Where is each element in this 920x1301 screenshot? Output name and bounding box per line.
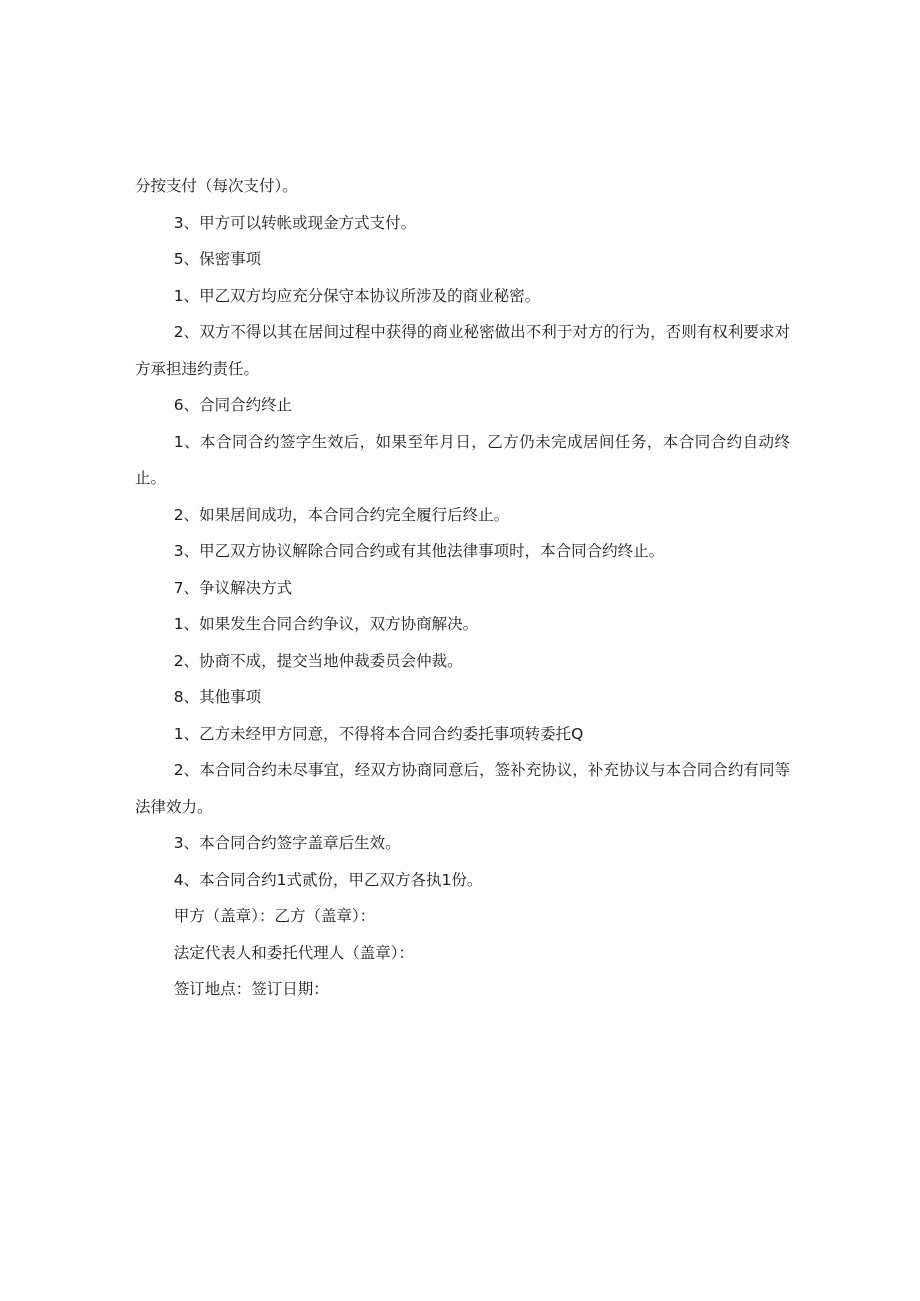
paragraph: 3、本合同合约签字盖章后生效。	[173, 834, 401, 852]
paragraph: 6、合同合约终止	[173, 396, 293, 414]
paragraph: 签订地点：签订日期：	[173, 980, 329, 998]
paragraph: 2、如果居间成功，本合同合约完全履行后终止。	[173, 505, 510, 524]
paragraph: 法定代表人和委托代理人（盖章）：	[173, 943, 415, 962]
paragraph: 4、本合同合约1式贰份，甲乙双方各执1份。	[173, 870, 483, 889]
paragraph: 5、保密事项	[173, 250, 262, 268]
paragraph: 3、甲方可以转帐或现金方式支付。	[173, 213, 417, 232]
paragraph: 7、争议解决方式	[173, 578, 293, 597]
paragraph: 1、乙方未经甲方同意，不得将本合同合约委托事项转委托Q	[173, 724, 584, 743]
paragraph: 2、本合同合约未尽事宜，经双方协商同意后，签补充协议，补充协议与本合同合约有同等法律效力。	[135, 761, 790, 816]
paragraph: 1、甲乙双方均应充分保守本协议所涉及的商业秘密。	[173, 286, 541, 305]
paragraph: 1、如果发生合同合约争议，双方协商解决。	[173, 615, 479, 633]
paragraph: 分按支付（每次支付）。	[135, 177, 298, 195]
paragraph: 3、甲乙双方协议解除合同合约或有其他法律事项时，本合同合约终止。	[173, 542, 665, 560]
paragraph: 8、其他事项	[173, 688, 262, 706]
paragraph: 2、协商不成，提交当地仲裁委员会仲裁。	[173, 651, 463, 670]
paragraph: 1、本合同合约签字生效后，如果至年月日，乙方仍未完成居间任务，本合同合约自动终止。	[135, 432, 790, 487]
document-body	[135, 168, 790, 1008]
paragraph: 2、双方不得以其在居间过程中获得的商业秘密做出不利于对方的行为，否则有权利要求对方承担违约责任。	[135, 323, 790, 378]
paragraph: 甲方（盖章）：乙方（盖章）：	[173, 907, 376, 925]
